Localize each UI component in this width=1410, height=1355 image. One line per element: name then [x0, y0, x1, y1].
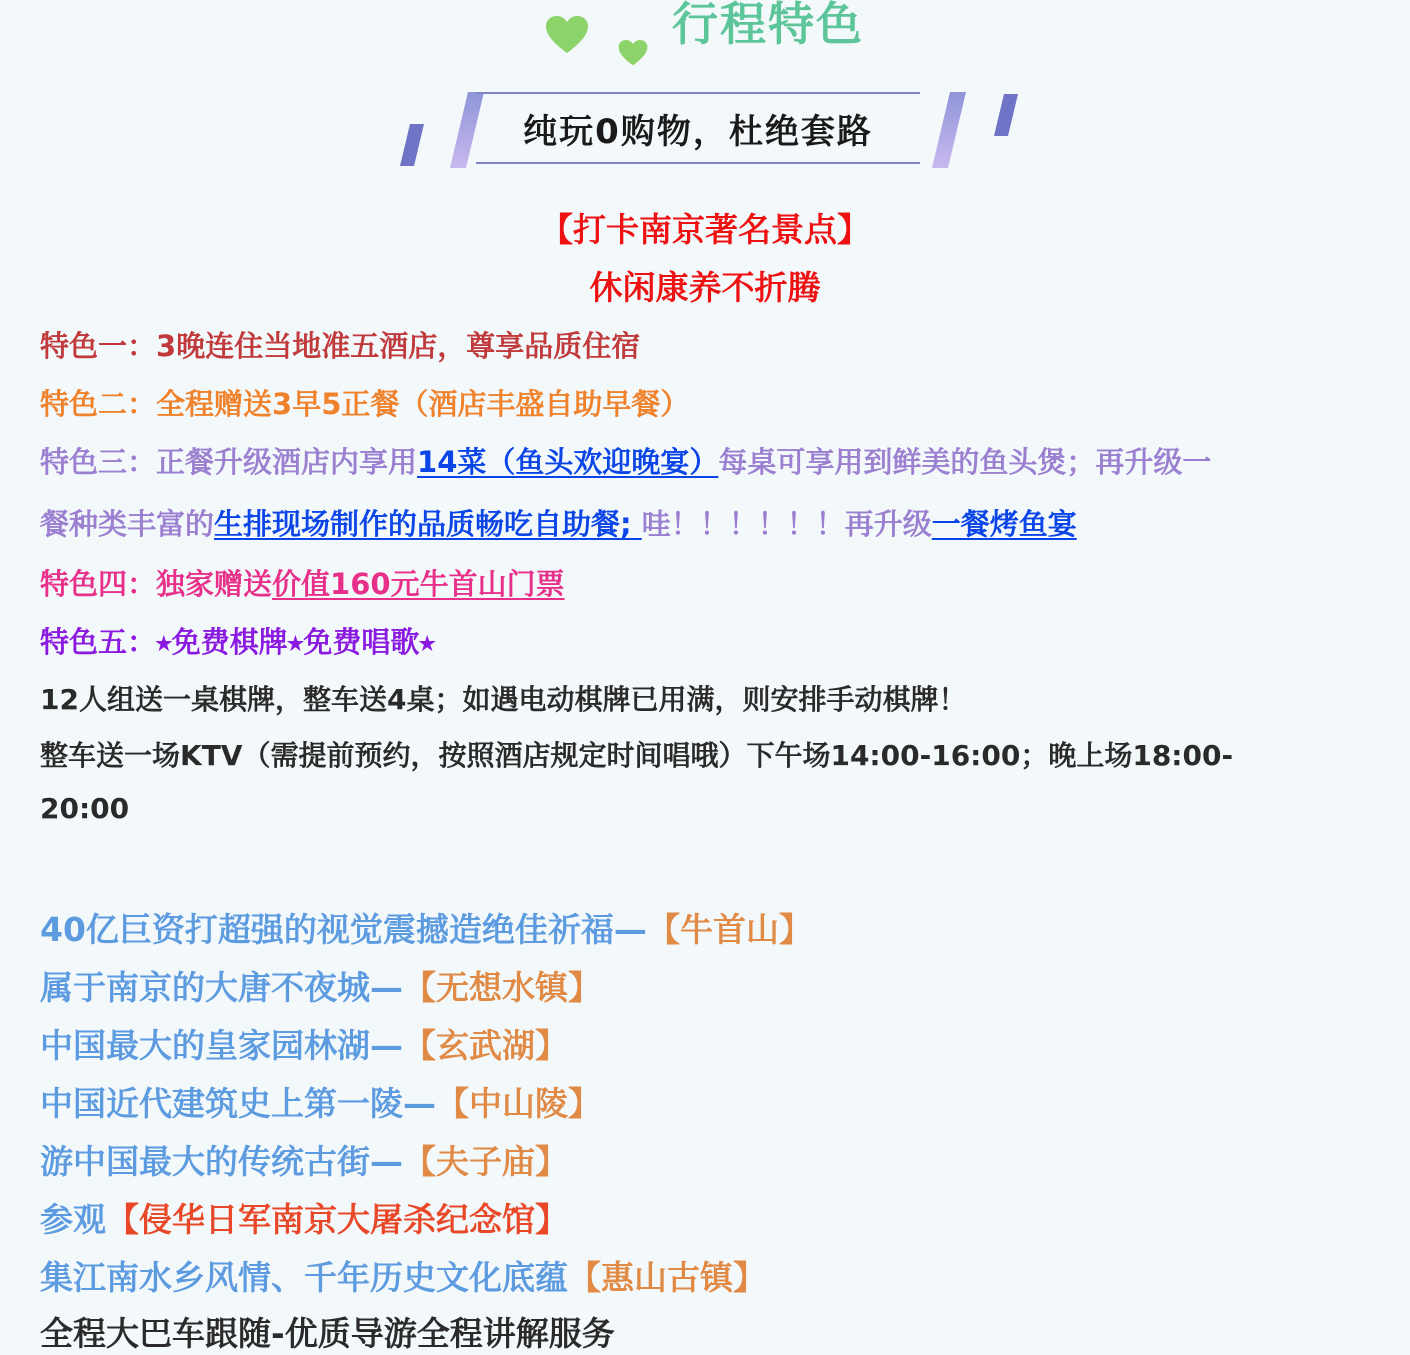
feature-2-text: 全程赠送3早5正餐（酒店丰盛自助早餐） — [156, 387, 690, 421]
feature-5-prefix: 特色五： — [40, 625, 157, 659]
decor-slash-icon — [400, 124, 426, 166]
feature-2-prefix: 特色二： — [40, 387, 157, 421]
section-header — [0, 0, 1410, 180]
feature-1-text: 3晚连住当地准五酒店，尊享品质住宿 — [156, 329, 641, 363]
sight-name: 【惠山古镇】 — [568, 1258, 766, 1297]
feature-4-prefix: 特色四： — [40, 567, 157, 601]
feature-4 — [40, 562, 565, 603]
decor-slash-icon — [994, 94, 1020, 136]
sight-desc: 属于南京的大唐不夜城— — [40, 968, 403, 1007]
intro-subheading: 休闲康养不折腾 — [589, 268, 821, 307]
feature-4-text: 独家赠送 — [156, 567, 273, 601]
sight-name: 【玄武湖】 — [403, 1026, 568, 1065]
sight-name: 【牛首山】 — [646, 910, 812, 949]
feature-3-text-1: 正餐升级酒店内享用 — [156, 445, 418, 479]
sight-desc: 40亿巨资打超强的视觉震撼造绝佳祈福— — [40, 910, 647, 949]
sight-item — [40, 962, 601, 1009]
feature-3-link-banquet[interactable]: 14菜（鱼头欢迎晚宴） — [417, 445, 719, 479]
feature-3-text-3: 餐种类丰富的 — [40, 507, 215, 541]
footer-service: 全程大巴车跟随-优质导游全程讲解服务 — [40, 1314, 615, 1353]
decor-slash-icon — [932, 92, 966, 168]
feature-3-line-2 — [40, 502, 1077, 543]
feature-1-prefix: 特色一： — [40, 329, 157, 363]
feature-4-link-ticket[interactable]: 价值160元牛首山门票 — [272, 567, 565, 601]
sight-name: 【中山陵】 — [436, 1084, 601, 1123]
feature-2 — [40, 382, 689, 423]
section-title: 行程特色 — [672, 0, 864, 51]
feature-3-line-1 — [40, 440, 1211, 481]
feature-3-link-fish[interactable]: 一餐烤鱼宴 — [931, 507, 1077, 541]
heart-icon — [546, 16, 588, 54]
feature-3-link-buffet[interactable]: 生排现场制作的品质畅吃自助餐; — [214, 507, 642, 541]
feature-1 — [40, 324, 640, 365]
note-ktv: 整车送一场KTV（需提前预约，按照酒店规定时间唱哦）下午场14:00-16:00；晚上场18:00- — [40, 739, 1234, 772]
sight-desc: 中国近代建筑史上第一陵— — [40, 1084, 436, 1123]
feature-3-text-2: 每桌可享用到鲜美的鱼头煲；再升级一 — [718, 445, 1212, 479]
sight-desc: 参观 — [40, 1200, 106, 1239]
sight-item — [40, 1136, 568, 1183]
heart-icon — [618, 40, 648, 66]
sight-item — [40, 1252, 766, 1299]
feature-3-text-4: 哇！！！！！！再升级 — [641, 507, 932, 541]
feature-5 — [40, 620, 435, 661]
sight-name: 【夫子庙】 — [403, 1142, 568, 1181]
feature-5-text: ⭑免费棋牌⭑免费唱歌⭑ — [156, 625, 435, 659]
sight-name: 【侵华日军南京大屠杀纪念馆】 — [106, 1200, 568, 1239]
sight-desc: 中国最大的皇家园林湖— — [40, 1026, 403, 1065]
sight-name: 【无想水镇】 — [403, 968, 601, 1007]
intro-heading: 【打卡南京著名景点】 — [540, 210, 870, 249]
sight-item — [40, 1194, 568, 1241]
note-cards: 12人组送一桌棋牌，整车送4桌；如遇电动棋牌已用满，则安排手动棋牌！ — [40, 683, 967, 716]
sight-desc: 游中国最大的传统古街— — [40, 1142, 403, 1181]
sight-item — [40, 1020, 568, 1067]
feature-3-prefix: 特色三： — [40, 445, 157, 479]
banner-slogan: 纯玩0购物，杜绝套路 — [523, 112, 873, 152]
sight-desc: 集江南水乡风情、千年历史文化底蕴 — [40, 1258, 568, 1297]
sight-item — [40, 1078, 601, 1125]
note-ktv-end: 20:00 — [40, 792, 130, 825]
sight-item — [40, 904, 812, 951]
